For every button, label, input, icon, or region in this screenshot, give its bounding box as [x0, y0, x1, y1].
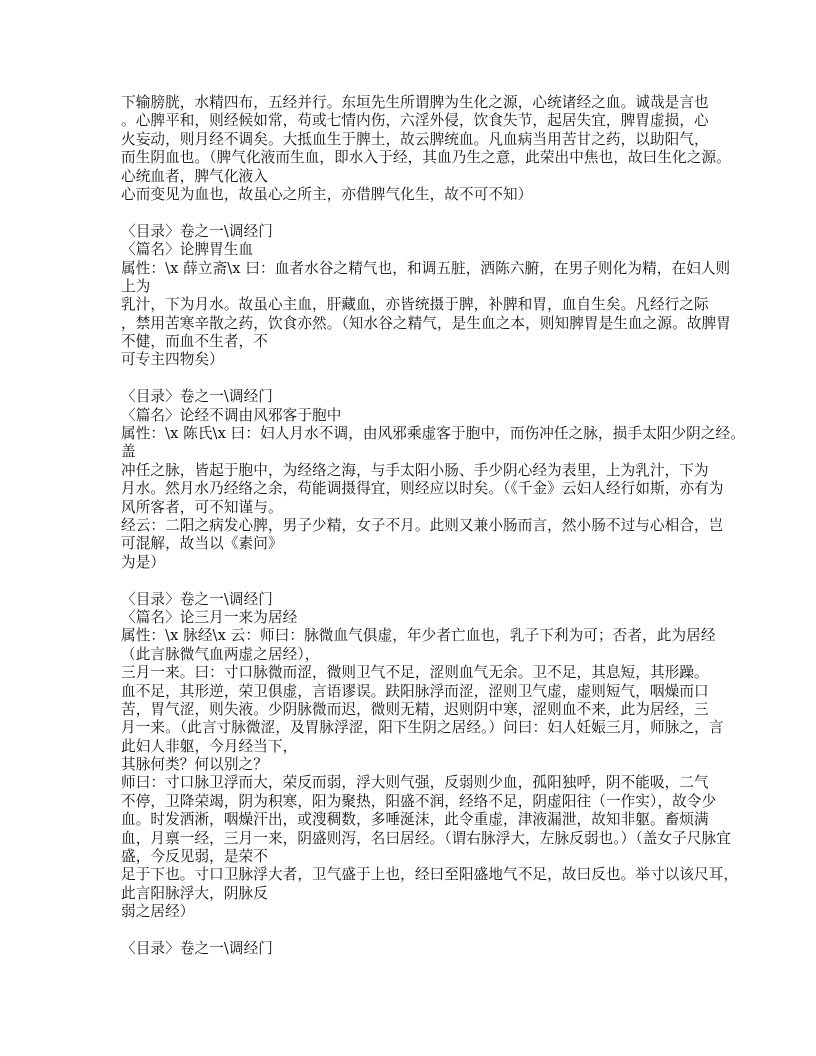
text-line: 乳汁，下为月水。故虽心主血，肝藏血，亦皆统摄于脾，补脾和胃，血自生矣。凡经行之际	[121, 296, 709, 314]
intro-paragraph	[121, 94, 731, 204]
section-wind-evil-womb	[121, 388, 745, 572]
blank-line	[121, 922, 721, 940]
section-title: 〈篇名〉论经不调由风邪客于胞中	[121, 406, 342, 424]
text-line: 足于下也。寸口卫脉浮大者，卫气盛于上也，经曰至阳盛地气不足，故曰反也。举寸以该尺耳，	[121, 866, 739, 884]
text-line: ，禁用苦寒辛散之药，饮食亦然。（知水谷之精气，是生血之本，则知脾胃是生血之源。故脾胃	[121, 314, 731, 332]
text-line: 属性：\x 脉经\x 云：师曰：脉微血气俱虚，年少者亡血也，乳子下利为可；否者，此为居经	[121, 627, 716, 645]
text-line: 月水。然月水乃经络之余，苟能调摄得宜，则经应以时矣。（《千金》云妇人经行如斯，亦有为	[121, 480, 724, 498]
text-line: 而生阴血也。（脾气化液而生血，即水入于经，其血乃生之意，此荣出中焦也，故曰生化之源。	[121, 149, 731, 167]
text-line: 血不足，其形逆，荣卫俱虚，言语谬误。趺阳脉浮而涩，涩则卫气虚，虚则短气，咽燥而口	[121, 682, 709, 700]
text-line: 其脉何类？何以别之？	[121, 756, 268, 774]
text-line: 三月一来。曰：寸口脉微而涩，微则卫气不足，涩则血气无余。卫不足，其息短，其形躁。	[121, 664, 709, 682]
section-title: 〈篇名〉论三月一来为居经	[121, 608, 298, 626]
text-line: 经云：二阳之病发心脾，男子少精，女子不月。此则又兼小肠而言，然小肠不过与心相合，岂	[121, 516, 724, 534]
text-line: 心而变见为血也，故虽心之所主，亦借脾气化生，故不可不知）	[121, 185, 533, 203]
blank-line	[121, 204, 721, 222]
text-line: 血。时发洒淅，咽燥汗出，或溲稠数，多唾涎沫，此令重虚，津液漏泄，故知非躯。畜烦满	[121, 811, 709, 829]
section-title: 〈篇名〉论脾胃生血	[121, 241, 254, 259]
text-line: 苦，胃气涩，则失液。少阴脉微而迟，微则无精，迟则阴中寒，涩则血不来，此为居经，三	[121, 700, 709, 718]
section-spleen-stomach-blood	[121, 222, 731, 370]
blank-line	[121, 572, 721, 590]
section-catalog: 〈目录〉卷之一\调经门	[121, 222, 273, 240]
text-line: 风所客者，可不知谨与。	[121, 498, 283, 516]
text-line: 属性：\x 陈氏\x 曰：妇人月水不调，由风邪乘虚客于胞中，而伤冲任之脉，损手太阳少阴之经。	[121, 425, 745, 443]
section-catalog: 〈目录〉卷之一\调经门	[121, 388, 273, 406]
text-line: 心统血者，脾气化液入	[121, 167, 268, 185]
text-line: 弱之居经）	[121, 903, 195, 921]
text-line: 上为	[121, 277, 151, 295]
text-line: （此言脉微气血两虚之居经），	[121, 645, 320, 663]
text-line: 。心脾平和，则经候如常，苟或七情内伤，六淫外侵，饮食失节，起居失宜，脾胃虚损，心	[121, 112, 709, 130]
section-catalog: 〈目录〉卷之一\调经门	[121, 590, 273, 608]
text-line: 此妇人非躯，今月经当下，	[121, 737, 298, 755]
text-line: 不健，而血不生者，不	[121, 333, 268, 351]
text-line: 师曰：寸口脉卫浮而大，荣反而弱，浮大则气强，反弱则少血，孤阳独呼，阴不能吸，二气	[121, 774, 709, 792]
text-line: 下输膀胱，水精四布，五经并行。东垣先生所谓脾为生化之源，心统诸经之血。诚哉是言也	[121, 94, 709, 111]
text-line: 盛，今反见弱，是荣不	[121, 848, 268, 866]
text-line: 可专主四物矣）	[121, 351, 224, 369]
text-line: 火妄动，则月经不调矣。大抵血生于脾土，故云脾统血。凡血病当用苦甘之药，以助阳气，	[121, 130, 709, 148]
section-catalog: 〈目录〉卷之一\调经门	[121, 939, 273, 957]
section-next	[121, 940, 721, 958]
text-line: 冲任之脉，皆起于胞中，为经络之海，与手太阳小肠、手少阴心经为表里，上为乳汁，下为	[121, 461, 709, 479]
text-line: 为是）	[121, 553, 166, 571]
document-page	[121, 94, 745, 958]
text-line: 不停，卫降荣竭，阴为积寒，阳为聚热，阳盛不润，经络不足，阴虚阳往（一作实），故令少	[121, 792, 717, 810]
text-line: 可混解，故当以《素问》	[121, 535, 283, 553]
text-line: 血，月禀一经，三月一来，阴盛则泻，名曰居经。（谓右脉浮大，左脉反弱也。）（盖女子尺脉宜	[121, 829, 731, 847]
text-line: 此言阳脉浮大，阴脉反	[121, 884, 268, 902]
blank-line	[121, 370, 721, 388]
text-line: 属性：\x 薛立斋\x 曰：血者水谷之精气也，和调五脏，洒陈六腑，在男子则化为精，在妇人则	[121, 259, 731, 277]
text-line: 盖	[121, 443, 136, 461]
section-juchjing	[121, 590, 739, 922]
text-line: 月一来。（此言寸脉微涩，及胃脉浮涩，阳下生阴之居经。）问曰：妇人妊娠三月，师脉之，言	[121, 719, 724, 737]
